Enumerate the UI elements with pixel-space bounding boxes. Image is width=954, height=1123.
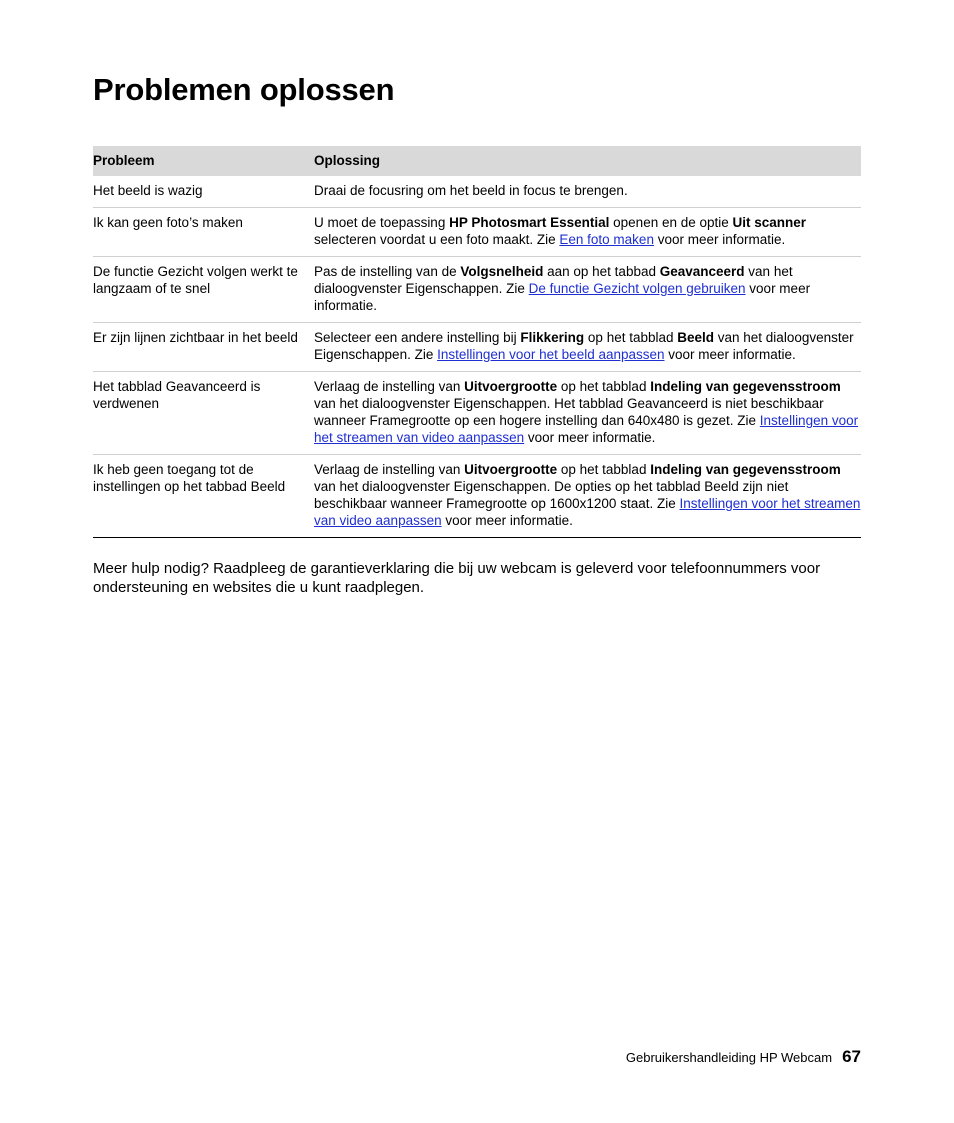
problem-cell: De functie Gezicht volgen werkt te langzaam of te snel: [93, 257, 314, 323]
solution-text: Pas de instelling van de: [314, 264, 461, 279]
solution-text: aan op het tabbad: [543, 264, 660, 279]
solution-text: Verlaag de instelling van: [314, 462, 465, 477]
table-row: [93, 257, 861, 323]
solution-text: voor meer informatie.: [664, 347, 796, 362]
solution-text: openen en de optie: [609, 215, 733, 230]
solution-text: op het tabblad: [584, 330, 678, 345]
table-header-row: [93, 146, 861, 176]
table-row: [93, 323, 861, 372]
solution-text: van het dialoogvenster Eigenschappen. Zie: [314, 264, 793, 296]
problem-cell: Ik heb geen toegang tot de instellingen op het tabbad Beeld: [93, 455, 314, 538]
solution-bold-term: Indeling van gegevensstroom: [650, 462, 841, 477]
solution-cell: [314, 208, 861, 257]
solution-link[interactable]: Instellingen voor het beeld aanpassen: [437, 347, 665, 362]
footer-label: Gebruikershandleiding HP Webcam: [625, 1050, 833, 1065]
solution-text: Draai de focusring om het beeld in focus te brengen.: [314, 183, 628, 198]
solution-text: op het tabblad: [557, 379, 651, 394]
solution-bold-term: Indeling van gegevensstroom: [650, 379, 841, 394]
solution-bold-term: HP Photosmart Essential: [449, 215, 610, 230]
solution-text: U moet de toepassing: [314, 215, 450, 230]
solution-cell: [314, 372, 861, 455]
solution-text: voor meer informatie.: [314, 281, 811, 313]
solution-bold-term: Volgsnelheid: [460, 264, 544, 279]
solution-text: voor meer informatie.: [524, 430, 656, 445]
troubleshooting-table: [93, 146, 861, 538]
solution-bold-term: Geavanceerd: [659, 264, 745, 279]
table-row: [93, 208, 861, 257]
header-solution: Oplossing: [314, 146, 861, 176]
solution-text: selecteren voordat u een foto maakt. Zie: [314, 232, 560, 247]
solution-text: voor meer informatie.: [441, 513, 573, 528]
solution-text: op het tabblad: [557, 462, 651, 477]
solution-text: van het dialoogvenster Eigenschappen. Het tabblad Geavanceerd is niet beschikbaar wanneer Framegrootte op een hogere instelling dan 640x480 is gezet. Zie: [314, 396, 824, 428]
problem-cell: Het tabblad Geavanceerd is verdwenen: [93, 372, 314, 455]
table-row: [93, 455, 861, 538]
solution-text: Verlaag de instelling van: [314, 379, 465, 394]
solution-text: van het dialoogvenster Eigenschappen. De opties op het tabblad Beeld zijn niet beschikbaar wanneer Framegrootte op 1600x1200 staat. Zie: [314, 479, 789, 511]
solution-link[interactable]: Een foto maken: [559, 232, 654, 247]
solution-bold-term: Uitvoergrootte: [464, 379, 558, 394]
solution-cell: [314, 455, 861, 538]
solution-bold-term: Flikkering: [520, 330, 585, 345]
table-row: [93, 372, 861, 455]
solution-cell: [314, 176, 861, 208]
solution-text: van het dialoogvenster Eigenschappen. Zie: [314, 330, 854, 362]
solution-bold-term: Uit scanner: [732, 215, 807, 230]
solution-bold-term: Uitvoergrootte: [464, 462, 558, 477]
table-row: [93, 176, 861, 208]
problem-cell: Het beeld is wazig: [93, 176, 314, 208]
page-number: 67: [842, 1047, 861, 1066]
solution-cell: [314, 257, 861, 323]
solution-text: Selecteer een andere instelling bij: [314, 330, 521, 345]
page-title: Problemen oplossen: [93, 72, 395, 107]
header-problem: Probleem: [93, 146, 314, 176]
solution-link[interactable]: Instellingen voor het streamen van video aanpassen: [314, 413, 859, 445]
help-text: Meer hulp nodig? Raadpleeg de garantieverklaring die bij uw webcam is geleverd voor telefoonnummers voor ondersteuning en websites die u kunt raadplegen.: [93, 560, 821, 596]
problem-cell: Ik kan geen foto’s maken: [93, 208, 314, 257]
solution-bold-term: Beeld: [677, 330, 715, 345]
table-body: [93, 176, 861, 538]
problem-cell: Er zijn lijnen zichtbaar in het beeld: [93, 323, 314, 372]
solution-link[interactable]: De functie Gezicht volgen gebruiken: [528, 281, 746, 296]
solution-text: voor meer informatie.: [653, 232, 786, 247]
solution-link[interactable]: Instellingen voor het streamen van video aanpassen: [314, 496, 861, 528]
solution-cell: [314, 323, 861, 372]
page-footer: [626, 1047, 861, 1067]
